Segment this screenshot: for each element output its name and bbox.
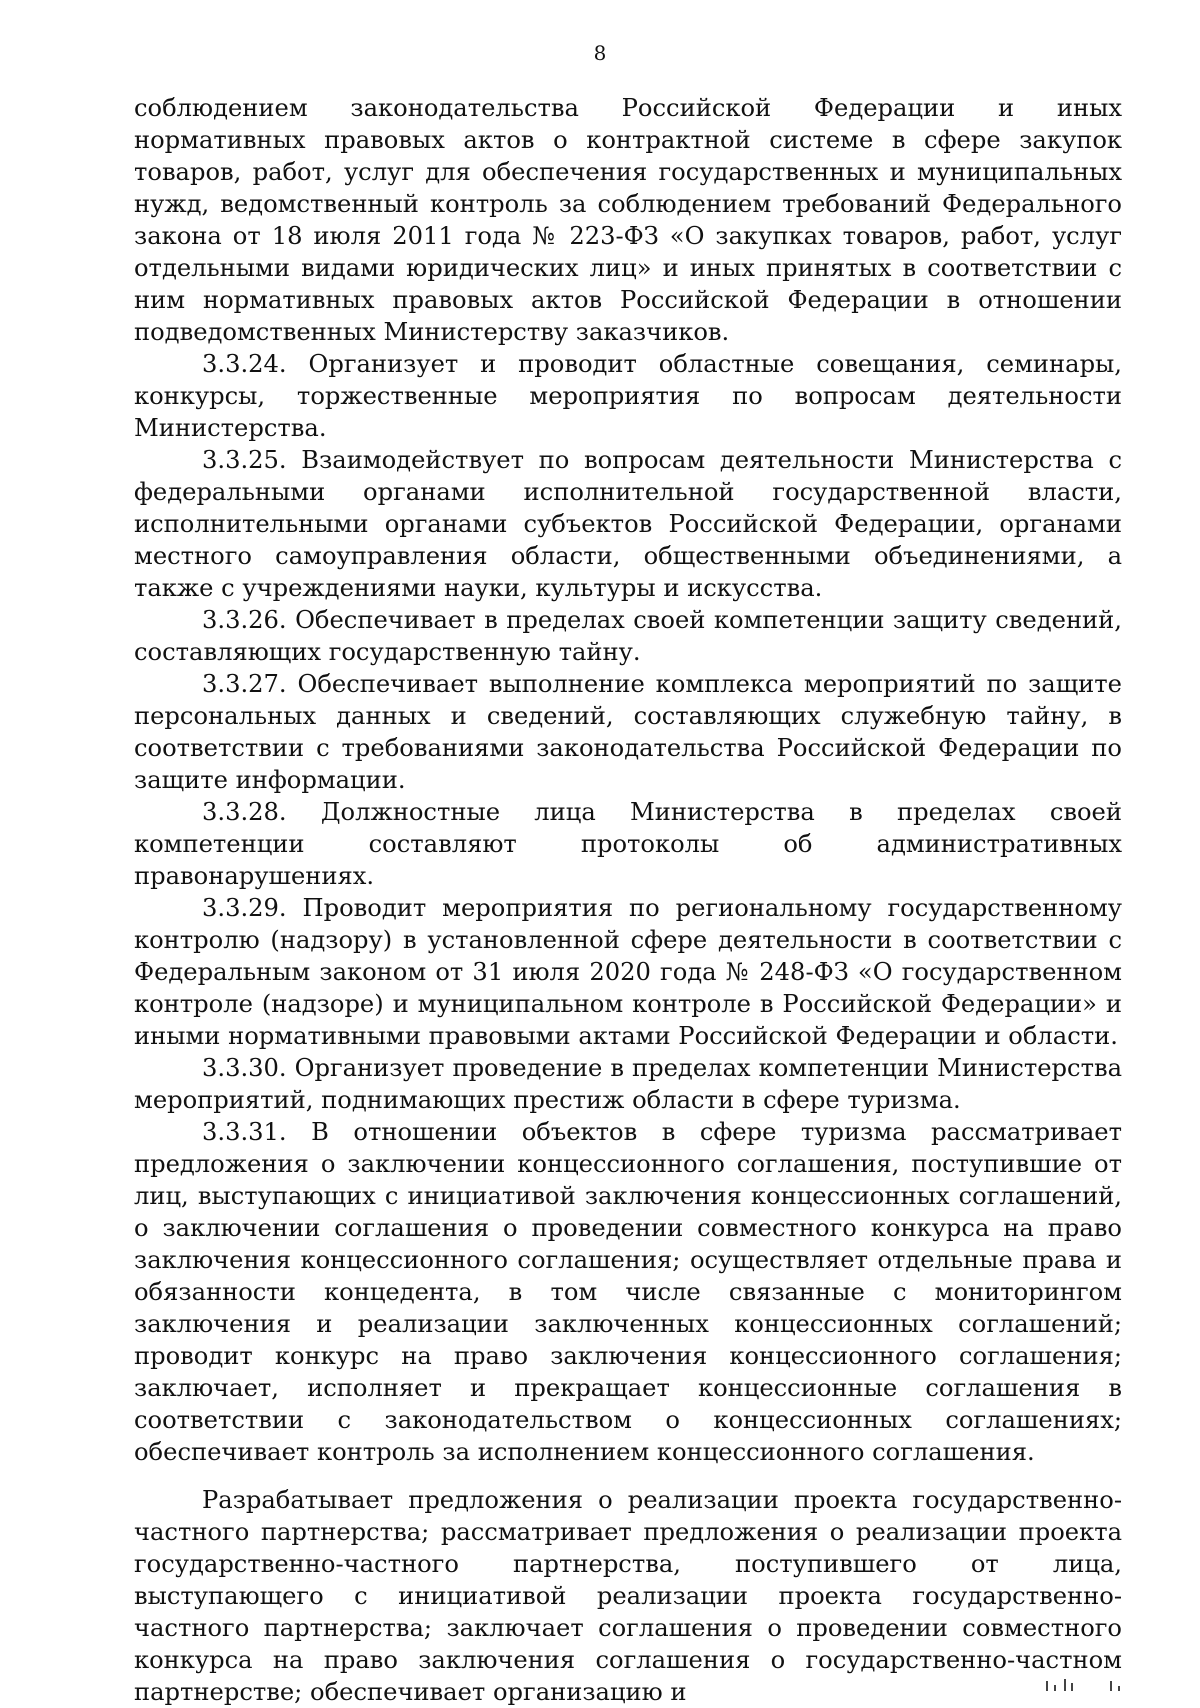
paragraph-continuation: соблюдением законодательства Российской Федерации и иных нормативных правовых актов о контрактной системе в сфере закупок товаров, работ, услуг для обеспечения государственных и муниципальных нужд, ведомственный контроль за соблюдением требований Федерального закона от 18 июля 2011 года № 223-ФЗ «О закупках товаров, работ, услуг отдельными видами юридических лиц» и иных принятых в соответствии с ним нормативных правовых актов Российской Федерации в отношении подведомственных Министерству заказчиков. — [134, 94, 1122, 346]
paragraph-3-3-31: 3.3.31. В отношении объектов в сфере туризма рассматривает предложения о заключении концессионного соглашения, поступившие от лиц, выступающих с инициативой заключения концессионных соглашений, о заключении соглашения о проведении совместного конкурса на право заключения концессионного соглашения; осуществляет отдельные права и обязанности концедента, в том числе связанные с мониторингом заключения и реализации заключенных концессионных соглашений; проводит конкурс на право заключения концессионного соглашения; заключает, исполняет и прекращает концессионные соглашения в соответствии с законодательством о концессионных соглашениях; обеспечивает контроль за исполнением концессионного соглашения. — [134, 1118, 1122, 1466]
paragraph-3-3-24: 3.3.24. Организует и проводит областные совещания, семинары, конкурсы, торжественные мероприятия по вопросам деятельности Министерства. — [134, 350, 1122, 442]
paragraph-3-3-27: 3.3.27. Обеспечивает выполнение комплекса мероприятий по защите персональных данных и сведений, составляющих служебную тайну, в соответствии с требованиями законодательства Российской Федерации по защите информации. — [134, 670, 1122, 794]
page-number: 8 — [593, 41, 607, 65]
document-body — [134, 92, 1122, 1708]
paragraph-3-3-30: 3.3.30. Организует проведение в пределах компетенции Министерства мероприятий, поднимающих престиж области в сфере туризма. — [134, 1054, 1122, 1114]
paragraph-3-3-29: 3.3.29. Проводит мероприятия по региональному государственному контролю (надзору) в установленной сфере деятельности в соответствии с Федеральным законом от 31 июля 2020 года № 248-ФЗ «О государственном контроле (надзоре) и муниципальном контроле в Российской Федерации» и иными нормативными правовыми актами Российской Федерации и области. — [134, 894, 1122, 1050]
paragraph-3-3-28: 3.3.28. Должностные лица Министерства в пределах своей компетенции составляют протоколы об административных правонарушениях. — [134, 798, 1122, 890]
scan-artifact — [1040, 1677, 1130, 1691]
paragraph-3-3-25: 3.3.25. Взаимодействует по вопросам деятельности Министерства с федеральными органами исполнительной государственной власти, исполнительными органами субъектов Российской Федерации, органами местного самоуправления области, общественными объединениями, а также с учреждениями науки, культуры и искусства. — [134, 446, 1122, 602]
paragraph-ppp: Разрабатывает предложения о реализации проекта государственно-частного партнерства; рассматривает предложения о реализации проекта государственно-частного партнерства, поступившего от лица, выступающего с инициативой реализации проекта государственно-частного партнерства; заключает соглашения о проведении совместного конкурса на право заключения соглашения о государственно-частном партнерстве; обеспечивает организацию и — [134, 1486, 1122, 1706]
paragraph-3-3-26: 3.3.26. Обеспечивает в пределах своей компетенции защиту сведений, составляющих государственную тайну. — [134, 606, 1122, 666]
